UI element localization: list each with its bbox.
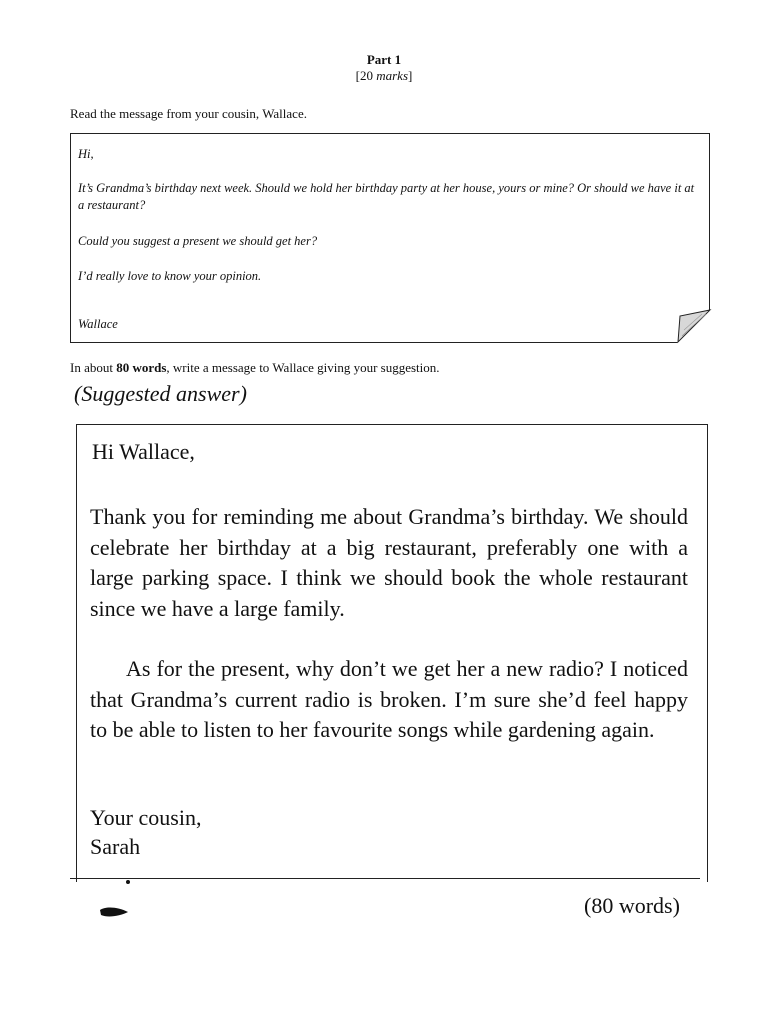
word-count: (80 words) <box>584 893 680 918</box>
marks-word: marks <box>376 68 409 83</box>
marks-close: ] <box>408 68 413 83</box>
answer-greeting: Hi Wallace, <box>92 439 195 464</box>
write-instruction <box>70 360 440 376</box>
word-limit: 80 words <box>116 360 167 375</box>
answer-box-bottom-line <box>70 878 700 879</box>
marks-open: [20 <box>355 68 377 83</box>
answer-paragraph-2: As for the present, why don’t we get her a new radio? I noticed that Grandma’s current radio is broken. I’m sure she’d feel happy to be able to listen to her favourite songs while gardening again. <box>90 656 688 742</box>
ink-dot-icon <box>124 878 132 886</box>
read-instruction: Read the message from your cousin, Wallace. <box>70 106 307 121</box>
answer-paragraph-1: Thank you for reminding me about Grandma’s birthday. We should celebrate her birthday at a big restaurant, preferably one with a large parking space. I think we should book the whole restaurant since we have a large family. <box>90 504 688 621</box>
part-title: Part 1 <box>366 52 402 67</box>
answer-name: Sarah <box>90 834 141 859</box>
write-instruction-after: , write a message to Wallace giving your suggestion. <box>166 360 440 375</box>
write-instruction-before: In about <box>70 360 117 375</box>
page-curl-icon <box>676 308 712 344</box>
message-signature: Wallace <box>78 317 118 331</box>
suggested-answer-label: (Suggested answer) <box>74 381 247 406</box>
answer-closing: Your cousin, <box>90 805 202 830</box>
message-line-1: It’s Grandma’s birthday next week. Should we hold her birthday party at her house, yours or mine? Or should we have it at a restaurant? <box>78 181 695 212</box>
marks-label <box>0 68 768 84</box>
message-line-2: Could you suggest a present we should get her? <box>78 234 318 248</box>
ink-blot-icon <box>98 904 130 920</box>
message-greeting: Hi, <box>78 147 94 161</box>
message-line-3: I’d really love to know your opinion. <box>78 269 262 283</box>
